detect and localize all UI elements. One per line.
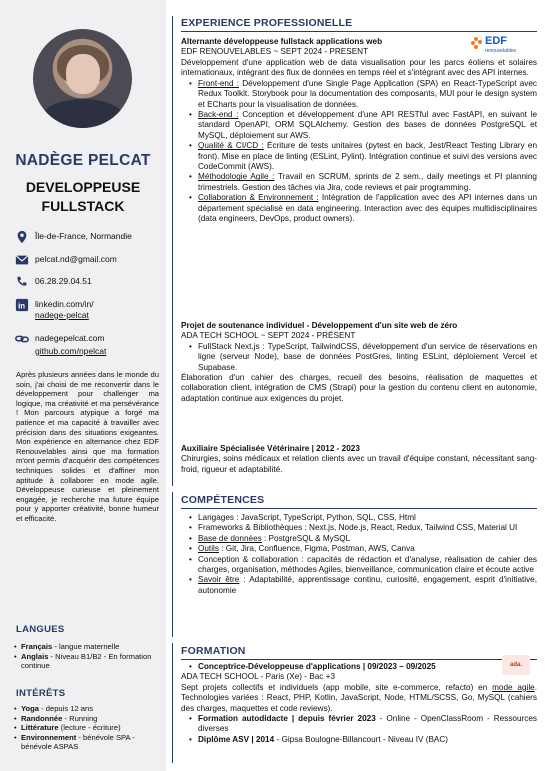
linkedin-icon	[14, 298, 30, 312]
job1-list	[189, 79, 537, 225]
language-value: - Niveau B1/B2 - En formation continue	[21, 651, 152, 671]
linkedin-text[interactable]	[35, 299, 165, 321]
f1-desc-u: mode agile	[492, 682, 535, 692]
linkedin-line2[interactable]: nadege-pelcat	[35, 310, 89, 320]
language-label: Anglais	[21, 651, 49, 661]
location-pin-icon	[14, 230, 30, 244]
list-item	[189, 141, 537, 172]
item-label: Front-end :	[198, 78, 239, 88]
education-body	[181, 662, 537, 745]
list-item	[189, 193, 537, 224]
email-text[interactable]: pelcat.nd@gmail.com	[35, 254, 117, 264]
profile-photo	[33, 29, 132, 128]
item-text: : Git, Jira, Confluence, Figma, Postman, AWS, Canva	[218, 544, 415, 554]
list-item	[189, 735, 537, 745]
item-text: Conception & collaboration : capacités de rédaction et d'analyse, réalisation de cahier des charges, organisation, méthodes Agiles, bienveillance, communication claire et écoute active	[198, 554, 537, 575]
edf-logo	[469, 30, 529, 56]
item-text: Frameworks & Bibliothèques : Next.js, Node.js, React, Redux, Tailwind CSS, Material UI	[198, 523, 518, 533]
interest-label: Environnement	[21, 732, 77, 742]
f1-desc	[181, 683, 537, 714]
section-rule	[172, 16, 173, 486]
list-item	[189, 79, 537, 110]
main-content	[172, 0, 545, 771]
f1-desc-b: . Technologies variées : React, PHP, Kotlin, JavaScript, Node, HTML/SCSS, Go, MySQL (cahiers des charges, maquettes et code reviews).	[181, 682, 537, 713]
section-divider	[181, 659, 537, 660]
item-label: Collaboration & Environnement :	[198, 193, 319, 203]
email-icon	[14, 253, 30, 267]
skills-list	[189, 513, 537, 596]
list-item	[14, 704, 162, 714]
item-label: Méthodologie Agile :	[198, 172, 275, 182]
experience-heading: EXPERIENCE PROFESSIONELLE	[181, 17, 353, 29]
languages-list	[14, 642, 162, 671]
item-text: Développement d'une Single Page Application (SPA) en React-TypeScript avec Redux Toolkit. Storybook pour la documentation des composants, MUI pour le design system et ECharts pour la visualisation de données.	[198, 78, 537, 109]
list-item	[189, 513, 537, 523]
ada-logo: ada.	[502, 655, 530, 675]
photo-shirt	[41, 99, 125, 128]
interest-value: - depuis 12 ans	[39, 704, 94, 713]
job1-header	[181, 37, 471, 58]
job2-desc: Élaboration d'un cahier des charges, recueil des besoins, réalisation de maquettes et collaboration client, intégration de CMS (Strapi) pour la gestion du contenu client en autonomie, adaptation continue aux exigences du projet.	[181, 373, 537, 403]
f3-title: Diplôme ASV | 2014	[198, 734, 275, 744]
f2-title: Formation autodidacte | depuis février 2023	[198, 714, 376, 724]
location-text: Île-de-France, Normandie	[35, 231, 132, 241]
job1-body	[181, 58, 537, 225]
list-item: • FullStack Next.js : TypeScript, TailwindCSS, développement d'un service de réservations en ligne (serveur Node), base de données PostGres, linting ESLint, déploiement Vercel et Supabase.	[189, 342, 537, 373]
list-item	[189, 662, 537, 672]
sidebar	[0, 0, 166, 771]
linkedin-line1[interactable]: linkedin.com/in/	[35, 299, 94, 309]
item-text: Écriture de tests unitaires (pytest en back, Jest/React Testing Library en front). Mise en place de linting (ESLint, Pylint). Intégration continue et suivi des versions avec CodeCommit (AWS).	[198, 141, 537, 172]
interest-value: (lecture - écriture)	[58, 723, 121, 733]
list-item	[14, 733, 162, 752]
website-line[interactable]: nadegepelcat.com	[35, 333, 105, 343]
item-label: Qualité & CI/CD :	[198, 141, 264, 151]
interest-label: Littérature	[21, 723, 59, 733]
website-text[interactable]	[35, 333, 165, 357]
section-rule	[172, 643, 173, 763]
list-item	[189, 714, 537, 735]
list-item	[189, 544, 537, 554]
job-title	[0, 178, 166, 216]
interest-value: - Running	[62, 713, 98, 723]
item-text: : Adaptabilité, apprentissage continu, curiosité, engagement, esprit d'initiative, autonomie	[198, 575, 538, 595]
job-title-line2: FULLSTACK	[41, 198, 125, 214]
item-text: : PostgreSQL & MySQL	[261, 533, 351, 543]
list-item	[14, 723, 162, 733]
item-label: Back-end :	[198, 110, 239, 120]
job-title-line1: DEVELOPPEUSE	[25, 179, 141, 195]
education-list-1	[189, 662, 537, 672]
item-text: Conception et développement d'une API RESTful avec FastAPI, en suivant le standard OpenAPI, ORM SQLAlchemy. Gestion des bases de données PostgreSQL et MySQL, déploiement sur AWS.	[198, 110, 537, 140]
language-label: Français	[21, 642, 53, 651]
about-text: Après plusieurs années dans le monde du soin, j'ai choisi de me reconvertir dans le développement pour challenger ma logique, ma créativité et ma persévérance ! Mon parcours atypique a forgé ma patience et ma capacité à travailler avec précision dans des situations exigeantes. Mon expérience en alternance chez EDF Renouvelables ainsi que ma formation m'ont permis d'acquérir des compétences techniques solides et d'affiner mon aptitude à collaborer en mode agile. Développeuse curieuse et pleinement engagée, je recherche ma future équipe pour y apporter créativité, bonne humeur et efficacité.	[16, 370, 159, 523]
item-text: Travail en SCRUM, sprints de 2 sem., daily meetings et PI planning trimestriels. Gestion des tâches via Jira, code reviews et pair programming.	[198, 172, 537, 192]
interest-label: Randonnée	[21, 713, 63, 723]
item-text: Intégration de l'application avec des API internes dans un département spécialisé en data engineering. Interaction avec des équipes multidisciplinaires (data engineers, DevOps, product owners).	[198, 193, 537, 224]
language-value: - langue maternelle	[52, 642, 120, 651]
item-label: Outils	[198, 544, 219, 554]
interest-value: - bénévole SPA - bénévole ASPAS	[21, 732, 135, 752]
item-label: Base de données	[198, 533, 262, 543]
education-heading: FORMATION	[181, 645, 246, 657]
f1-title: Conceptrice-Développeuse d'applications | 09/2023 – 09/2025	[198, 662, 436, 671]
list-item	[189, 555, 537, 576]
item-text: Langages : JavaScript, TypeScript, Python, SQL, CSS, Html	[198, 513, 416, 522]
job3-desc: Chirurgies, soins médicaux et relation clients avec un travail d'équipe constant, nécessitant sang-froid, rigueur et adaptabilité.	[181, 454, 537, 474]
phone-icon	[14, 275, 30, 289]
interests-list	[14, 704, 162, 752]
f2-text: - Online - OpenClassRoom - Ressources diverses	[198, 714, 537, 734]
photo-face	[66, 54, 100, 94]
list-item	[14, 642, 162, 652]
section-rule	[172, 492, 173, 637]
list-item	[189, 575, 537, 596]
website-link-icon	[14, 332, 30, 346]
svg-text:in: in	[18, 301, 26, 311]
list-item	[189, 534, 537, 544]
section-divider	[181, 508, 537, 509]
phone-text[interactable]: 06.28.29.04.51	[35, 276, 92, 286]
f1-desc-a: Sept projets collectifs et individuels (app mobile, site e-commerce, refacto) en	[181, 682, 493, 692]
interests-heading: INTÉRÊTS	[16, 688, 66, 699]
list-item	[189, 523, 537, 533]
languages-heading: LANGUES	[16, 624, 65, 635]
item-label: Savoir être	[198, 575, 240, 585]
f3-text: - Gipsa Boulogne-Billancourt - Niveau IV (BAC)	[274, 734, 449, 744]
job1-title: Alternante développeuse fullstack applications web	[181, 37, 383, 46]
f1-school: ADA TECH SCHOOL - Paris (Xe) - Bac +3	[181, 672, 336, 682]
job1-desc: Développement d'une application web de data visualisation pour les parcs éoliens et solaires internationaux, intégrant des flux de données en temps réel et s'intégrant avec des API internes.	[181, 58, 537, 78]
skills-heading: COMPÉTENCES	[181, 494, 265, 506]
list-item	[189, 110, 537, 141]
job3	[181, 444, 537, 475]
github-line[interactable]: github.com/npelcat	[35, 346, 107, 356]
job2	[181, 321, 537, 404]
list-item	[14, 714, 162, 724]
job2-company: ADA TECH SCHOOL ~ SEPT 2024 - PRÉSENT	[181, 331, 356, 341]
edf-logo-text: EDF	[485, 35, 507, 47]
job2-title: Projet de soutenance individuel - Développement d'un site web de zéro	[181, 321, 458, 330]
list-item	[189, 172, 537, 193]
job3-title: Auxiliaire Spécialisée Vétérinaire | 2012 - 2023	[181, 444, 360, 453]
candidate-name: NADÈGE PELCAT	[15, 152, 151, 169]
skills-body	[181, 513, 537, 596]
list-item	[14, 652, 162, 671]
edf-logo-subtext: renouvelables	[485, 48, 517, 54]
interest-label: Yoga	[21, 704, 40, 713]
job2-list	[189, 342, 537, 373]
education-list-2	[189, 714, 537, 745]
job1-company: EDF RENOUVELABLES ~ SEPT 2024 - PRESENT	[181, 47, 369, 57]
